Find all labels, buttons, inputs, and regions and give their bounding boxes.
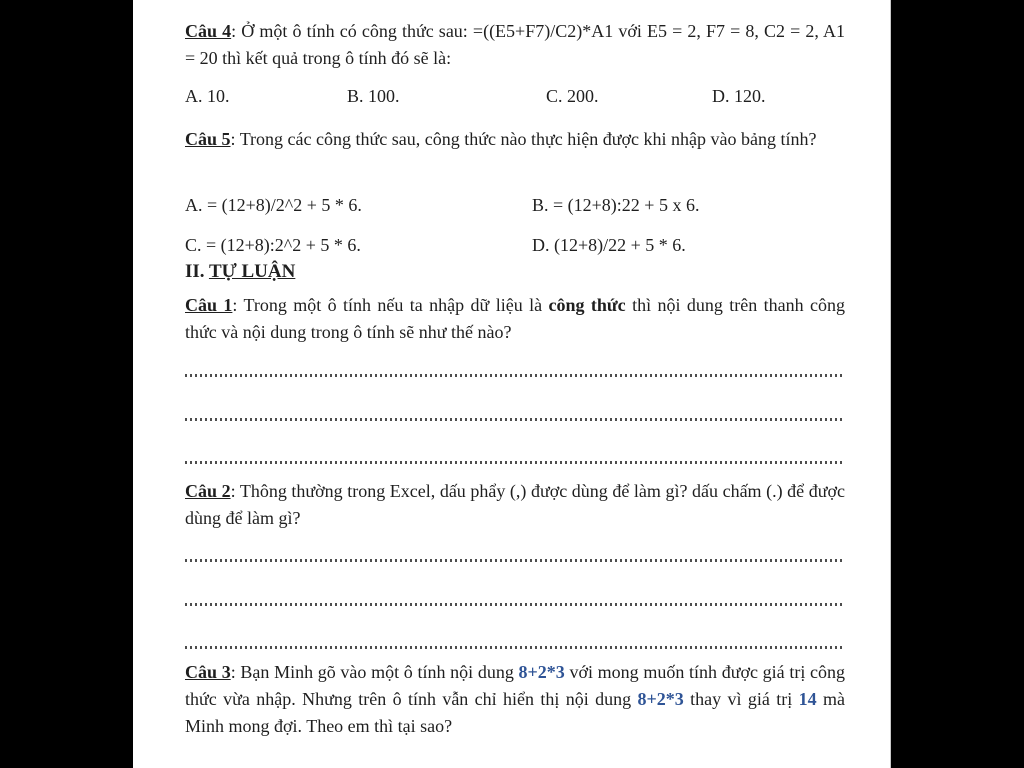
question-3-body-1: : Bạn Minh gõ vào một ô tính nội dung bbox=[230, 662, 519, 682]
question-4-label: Câu 4 bbox=[185, 21, 232, 41]
question-2-label: Câu 2 bbox=[185, 481, 231, 501]
answer-line bbox=[185, 374, 845, 377]
question-1-body-before: : Trong một ô tính nếu ta nhập dữ liệu là bbox=[232, 295, 549, 315]
question-5-label: Câu 5 bbox=[185, 129, 231, 149]
q5-option-c: C. = (12+8):2^2 + 5 * 6. bbox=[185, 235, 361, 255]
question-3-text bbox=[185, 659, 845, 740]
question-3-formula-2: 8+2*3 bbox=[637, 689, 684, 709]
question-5-text bbox=[185, 126, 845, 153]
q4-option-b: B. 100. bbox=[347, 86, 400, 106]
question-2-text bbox=[185, 478, 845, 532]
question-3-body-4: mà Minh mong đợi. Theo em thì tại sao? bbox=[185, 689, 846, 736]
q5-option-a: A. = (12+8)/2^2 + 5 * 6. bbox=[185, 195, 362, 215]
question-3-value-14: 14 bbox=[798, 689, 817, 709]
question-1-body-after: thì nội dung trên thanh công thức và nội dung trong ô tính sẽ như thế nào? bbox=[185, 295, 846, 342]
section-2-numeral: II. bbox=[185, 261, 209, 282]
q4-option-d: D. 120. bbox=[712, 86, 766, 106]
answer-line bbox=[185, 646, 845, 649]
q4-option-c: C. 200. bbox=[546, 86, 599, 106]
question-5-options-row-1 bbox=[185, 195, 845, 222]
q5-option-d: D. (12+8)/22 + 5 * 6. bbox=[532, 235, 686, 255]
answer-line bbox=[185, 603, 845, 606]
section-2-title: TỰ LUẬN bbox=[208, 261, 296, 282]
answer-line bbox=[185, 559, 845, 562]
question-3-label: Câu 3 bbox=[185, 662, 231, 682]
question-5-body: : Trong các công thức sau, công thức nào thực hiện được khi nhập vào bảng tính? bbox=[230, 129, 817, 149]
q4-option-a: A. 10. bbox=[185, 86, 230, 106]
answer-line bbox=[185, 461, 845, 464]
answer-line bbox=[185, 418, 845, 421]
question-3-formula-1: 8+2*3 bbox=[518, 662, 565, 682]
question-4-options bbox=[185, 86, 845, 113]
section-2-heading bbox=[185, 258, 845, 285]
question-3-body-3: thay vì giá trị bbox=[683, 689, 799, 709]
question-3-body-2: với mong muốn tính được giá trị công thức vừa nhập. Nhưng trên ô tính vẫn chỉ hiển thị nội dung bbox=[185, 662, 846, 709]
question-1-label: Câu 1 bbox=[185, 295, 233, 315]
question-2-body: : Thông thường trong Excel, dấu phẩy (,) được dùng để làm gì? dấu chấm (.) để được dùng để làm gì? bbox=[185, 481, 845, 528]
question-1-bold-term: công thức bbox=[548, 295, 626, 315]
question-4-text bbox=[185, 18, 845, 72]
question-1-text bbox=[185, 292, 845, 346]
question-4-body: : Ở một ô tính có công thức sau: =((E5+F7)/C2)*A1 với E5 = 2, F7 = 8, C2 = 2, A1 = 20 thì kết quả trong ô tính đó sẽ là: bbox=[185, 21, 845, 68]
document-page bbox=[133, 0, 891, 768]
q5-option-b: B. = (12+8):22 + 5 x 6. bbox=[532, 195, 700, 215]
